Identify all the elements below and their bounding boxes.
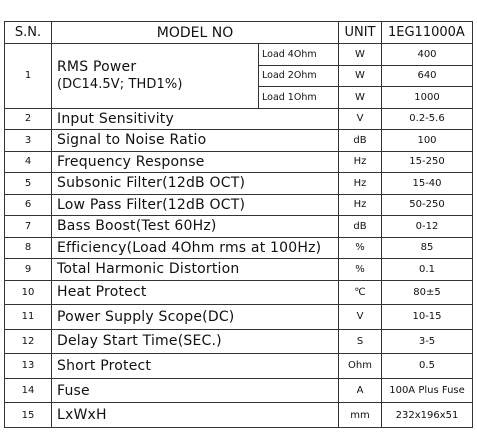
spec-row bbox=[5, 237, 473, 259]
spec-row bbox=[5, 173, 473, 195]
row-unit: V bbox=[339, 108, 382, 130]
row-sn: 10 bbox=[5, 280, 52, 305]
spec-row bbox=[5, 329, 473, 354]
row-sn: 8 bbox=[5, 237, 52, 259]
header-model-value: 1EG11000A bbox=[382, 22, 473, 44]
header-sn: S.N. bbox=[5, 22, 52, 44]
rms-name-cell bbox=[52, 44, 259, 109]
row-value: 50-250 bbox=[382, 194, 473, 216]
rms-load-label: Load 1Ohm bbox=[259, 87, 339, 109]
row-name: Total Harmonic Distortion bbox=[52, 259, 339, 281]
row-sn: 6 bbox=[5, 194, 52, 216]
rms-load-label: Load 2Ohm bbox=[259, 65, 339, 87]
row-name: Low Pass Filter(12dB OCT) bbox=[52, 194, 339, 216]
header-model-no: MODEL NO bbox=[52, 22, 339, 44]
row-sn: 12 bbox=[5, 329, 52, 354]
row-value: 0.1 bbox=[382, 259, 473, 281]
rms-unit: W bbox=[339, 65, 382, 87]
row-name: Frequency Response bbox=[52, 151, 339, 173]
row-name: Signal to Noise Ratio bbox=[52, 130, 339, 152]
row-unit: dB bbox=[339, 130, 382, 152]
row-value: 3-5 bbox=[382, 329, 473, 354]
row-sn: 7 bbox=[5, 216, 52, 238]
spec-row bbox=[5, 194, 473, 216]
row-value: 100A Plus Fuse bbox=[382, 378, 473, 403]
row-value: 85 bbox=[382, 237, 473, 259]
spec-row bbox=[5, 108, 473, 130]
row-unit: V bbox=[339, 305, 382, 330]
row-sn: 2 bbox=[5, 108, 52, 130]
row-unit: % bbox=[339, 237, 382, 259]
row-name: Input Sensitivity bbox=[52, 108, 339, 130]
header-unit: UNIT bbox=[339, 22, 382, 44]
row-value: 232x196x51 bbox=[382, 403, 473, 428]
rms-value: 640 bbox=[382, 65, 473, 87]
spec-row bbox=[5, 378, 473, 403]
row-name: Power Supply Scope(DC) bbox=[52, 305, 339, 330]
row-unit: % bbox=[339, 259, 382, 281]
row-unit: mm bbox=[339, 403, 382, 428]
row-name: LxWxH bbox=[52, 403, 339, 428]
spec-row bbox=[5, 354, 473, 379]
rms-value: 1000 bbox=[382, 87, 473, 109]
row-value: 0-12 bbox=[382, 216, 473, 238]
row-unit: S bbox=[339, 329, 382, 354]
row-sn: 15 bbox=[5, 403, 52, 428]
row-unit: dB bbox=[339, 216, 382, 238]
row-sn: 13 bbox=[5, 354, 52, 379]
row-value: 0.5 bbox=[382, 354, 473, 379]
row-sn: 5 bbox=[5, 173, 52, 195]
rms-value: 400 bbox=[382, 44, 473, 66]
row-unit: A bbox=[339, 378, 382, 403]
spec-row bbox=[5, 403, 473, 428]
row-unit: Hz bbox=[339, 194, 382, 216]
row-name: Subsonic Filter(12dB OCT) bbox=[52, 173, 339, 195]
spec-table bbox=[4, 21, 473, 428]
row-sn: 4 bbox=[5, 151, 52, 173]
row-value: 0.2-5.6 bbox=[382, 108, 473, 130]
row-value: 15-250 bbox=[382, 151, 473, 173]
row-name: Heat Protect bbox=[52, 280, 339, 305]
spec-row bbox=[5, 280, 473, 305]
rms-conditions: (DC14.5V; THD1%) bbox=[57, 76, 183, 92]
row-unit: ℃ bbox=[339, 280, 382, 305]
row-name: Efficiency(Load 4Ohm rms at 100Hz) bbox=[52, 237, 339, 259]
row-value: 100 bbox=[382, 130, 473, 152]
row-sn: 9 bbox=[5, 259, 52, 281]
spec-row bbox=[5, 130, 473, 152]
rms-unit: W bbox=[339, 87, 382, 109]
row-sn: 3 bbox=[5, 130, 52, 152]
spec-row bbox=[5, 259, 473, 281]
header-row bbox=[5, 22, 473, 44]
rms-sn: 1 bbox=[5, 44, 52, 109]
row-name: Delay Start Time(SEC.) bbox=[52, 329, 339, 354]
row-unit: Ohm bbox=[339, 354, 382, 379]
row-name: Short Protect bbox=[52, 354, 339, 379]
row-sn: 11 bbox=[5, 305, 52, 330]
row-value: 10-15 bbox=[382, 305, 473, 330]
rms-row-4ohm bbox=[5, 44, 473, 66]
rms-title: RMS Power bbox=[57, 58, 137, 75]
row-value: 15-40 bbox=[382, 173, 473, 195]
row-name: Bass Boost(Test 60Hz) bbox=[52, 216, 339, 238]
row-unit: Hz bbox=[339, 173, 382, 195]
row-name: Fuse bbox=[52, 378, 339, 403]
row-sn: 14 bbox=[5, 378, 52, 403]
rms-unit: W bbox=[339, 44, 382, 66]
rms-load-label: Load 4Ohm bbox=[259, 44, 339, 66]
spec-row bbox=[5, 151, 473, 173]
row-unit: Hz bbox=[339, 151, 382, 173]
spec-row bbox=[5, 305, 473, 330]
spec-row bbox=[5, 216, 473, 238]
row-value: 80±5 bbox=[382, 280, 473, 305]
